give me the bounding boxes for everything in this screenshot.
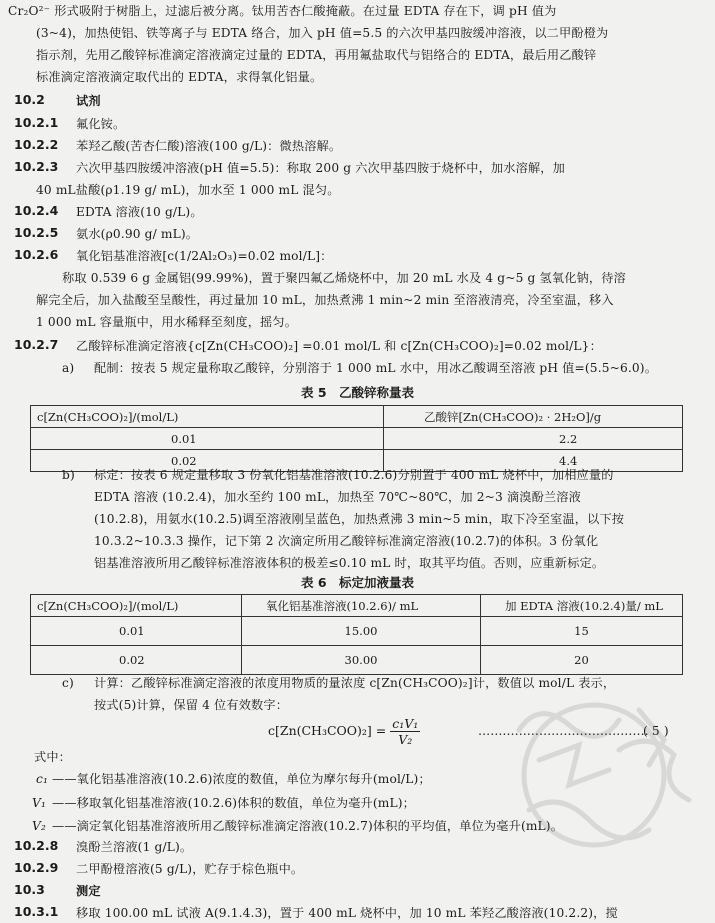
formula-leader-dots: …………………………………… [478, 724, 649, 738]
table-header-cell: c[Zn(CH₃COO)₂]/(mol/L) [31, 406, 384, 428]
table-header-cell: 乙酸锌[Zn(CH₃COO)₂ · 2H₂O]/g [384, 406, 683, 428]
table-caption: 表 6 标定加液量表 [300, 575, 415, 590]
item-number: 10.2.5 [14, 225, 59, 240]
table-row [31, 617, 683, 646]
list-text: (10.2.8)，用氨水(10.2.5)调至溶液刚呈蓝色，加热煮沸 3 min~5 min，取下冷至室温，以下按 [94, 512, 625, 526]
table-cell: 0.01 [31, 428, 384, 450]
table-cell: 0.01 [31, 617, 242, 646]
variable-symbol: V₂ [32, 819, 46, 833]
titration-table [30, 594, 683, 675]
item-number: 10.2.7 [14, 337, 59, 352]
item-number: 10.3.1 [14, 904, 59, 919]
table-cell: 0.02 [31, 646, 242, 675]
weighing-table [30, 405, 683, 472]
item-number: 10.2.9 [14, 860, 59, 875]
table-header-row [31, 595, 683, 617]
item-text: 氧化铝基准溶液[c(1/2Al₂O₃)=0.02 mol/L]： [76, 249, 333, 263]
item-text: 二甲酚橙溶液(5 g/L)，贮存于棕色瓶中。 [76, 862, 304, 876]
item-number: 10.2.1 [14, 115, 59, 130]
formula-numerator: c₁V₁ [392, 716, 419, 731]
variable-symbol: c₁ [36, 772, 49, 786]
item-text: 溴酚兰溶液(1 g/L)。 [76, 840, 193, 854]
table-cell: 30.00 [242, 646, 481, 675]
item-text: 氨水(ρ0.90 g/ mL)。 [76, 227, 199, 241]
paragraph-line: 称取 0.539 6 g 金属铝(99.99%)，置于聚四氟乙烯烧杯中，加 20 mL 水及 4 g~5 g 氢氧化钠，待溶 [62, 271, 626, 285]
item-number: 10.2.2 [14, 137, 59, 152]
item-text: EDTA 溶液(10 g/L)。 [76, 205, 203, 219]
item-number: 10.2.4 [14, 203, 59, 218]
table-header-cell: c[Zn(CH₃COO)₂]/(mol/L) [31, 595, 242, 617]
section-number: 10.3 [14, 882, 45, 897]
where-label: 式中： [34, 750, 72, 764]
formula-fraction [390, 716, 420, 747]
item-text: 乙酸锌标准滴定溶液{c[Zn(CH₃COO)₂] =0.01 mol/L 和 c[Zn(CH₃COO)₂]=0.02 mol/L}： [76, 339, 602, 353]
intro-line-4: 标准滴定溶液滴定取代出的 EDTA，求得氧化铝量。 [36, 70, 323, 84]
paragraph-line: 解完全后，加入盐酸至呈酸性，再过量加 10 mL，加热煮沸 1 min~2 min 至溶液清亮，冷至室温，移入 [36, 293, 614, 307]
list-text: 配制：按表 5 规定量称取乙酸锌，分别溶于 1 000 mL 水中，用冰乙酸调至溶液 pH 值=(5.5~6.0)。 [94, 361, 658, 375]
table-cell: 4.4 [384, 450, 683, 472]
table-header-row [31, 406, 683, 428]
variable-definition: ——滴定氧化铝基准溶液所用乙酸锌标准滴定溶液(10.2.7)体积的平均值，单位为毫升(mL)。 [52, 819, 564, 833]
list-text: 10.3.2~10.3.3 操作，记下第 2 次滴定所用乙酸锌标准滴定溶液(10.2.7)的体积。3 份氧化 [94, 534, 599, 548]
table-cell: 0.02 [31, 450, 384, 472]
formula [268, 716, 420, 747]
list-label: c) [62, 676, 74, 690]
item-number: 10.2.3 [14, 159, 59, 174]
item-text: 苯羟乙酸(苦杏仁酸)溶液(100 g/L)：微热溶解。 [76, 139, 342, 153]
intro-line-3: 指示剂，先用乙酸锌标准滴定溶液滴定过量的 EDTA，再用氟盐取代与铝络合的 EDTA，最后用乙酸锌 [36, 48, 597, 62]
item-text: 移取 100.00 mL 试液 A(9.1.4.3)，置于 400 mL 烧杯中，加 10 mL 苯羟乙酸溶液(10.2.2)，搅 [76, 906, 618, 920]
table-cell: 15 [481, 617, 683, 646]
list-text: 铝基准溶液所用乙酸锌标准溶液体积的极差≤0.10 mL 时，取其平均值。否则，应重新标定。 [94, 556, 605, 570]
section-title: 测定 [76, 884, 101, 898]
table-cell: 15.00 [242, 617, 481, 646]
formula-lhs: c[Zn(CH₃COO)₂] = [268, 723, 387, 738]
formula-number: ( 5 ) [643, 724, 669, 738]
item-number: 10.2.6 [14, 247, 59, 262]
paragraph-line: 1 000 mL 容量瓶中，用水稀释至刻度，摇匀。 [36, 315, 298, 329]
table-caption: 表 5 乙酸锌称量表 [300, 385, 415, 400]
variable-definition: ——移取氧化铝基准溶液(10.2.6)体积的数值，单位为毫升(mL)； [52, 796, 415, 810]
table-cell: 20 [481, 646, 683, 675]
stamp-watermark-icon [499, 690, 709, 860]
section-number: 10.2 [14, 92, 45, 107]
list-text: 计算：乙酸锌标准滴定溶液的浓度用物质的量浓度 c[Zn(CH₃COO)₂]计，数值以 mol/L 表示， [94, 676, 616, 690]
list-label: b) [62, 468, 75, 482]
table-header-cell: 加 EDTA 溶液(10.2.4)量/ mL [481, 595, 683, 617]
intro-line-1: Cr₂O²⁻ 形式吸附于树脂上，过滤后被分离。钛用苦杏仁酸掩蔽。在过量 EDTA 存在下，调 pH 值为 [8, 4, 557, 18]
list-text: 标定：按表 6 规定量移取 3 份氧化铝基准溶液(10.2.6)分别置于 400 mL 烧杯中，加相应量的 [94, 468, 614, 482]
table-cell: 2.2 [384, 428, 683, 450]
item-number: 10.2.8 [14, 838, 59, 853]
table-row [31, 428, 683, 450]
formula-denominator: V₂ [398, 732, 413, 747]
list-label: a) [62, 361, 75, 375]
variable-symbol: V₁ [32, 796, 46, 810]
item-text: 六次甲基四胺缓冲溶液(pH 值=5.5)：称取 200 g 六次甲基四胺于烧杯中，加水溶解，加 [76, 161, 565, 175]
item-text: 40 mL盐酸(ρ1.19 g/ mL)，加水至 1 000 mL 混匀。 [36, 183, 340, 197]
list-text: EDTA 溶液 (10.2.4)，加水至约 100 mL，加热至 70℃~80℃，加 2~3 滴溴酚兰溶液 [94, 490, 581, 504]
list-text: 按式(5)计算，保留 4 位有效数字： [94, 698, 289, 712]
variable-definition: ——氧化铝基准溶液(10.2.6)浓度的数值，单位为摩尔每升(mol/L)； [52, 772, 431, 786]
section-title: 试剂 [76, 94, 101, 108]
item-text: 氟化铵。 [76, 117, 126, 131]
intro-line-2: (3~4)，加热使铝、铁等离子与 EDTA 络合，加入 pH 值=5.5 的六次甲基四胺缓冲溶液，以二甲酚橙为 [36, 26, 609, 40]
table-row [31, 646, 683, 675]
table-header-cell: 氧化铝基准溶液(10.2.6)/ mL [242, 595, 481, 617]
